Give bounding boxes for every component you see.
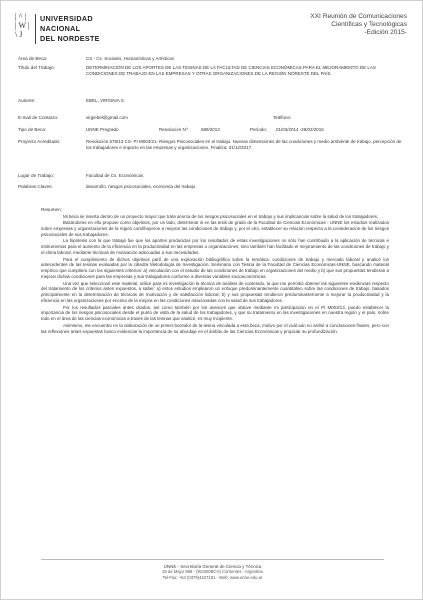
area-label: Área de Beca: — [18, 56, 48, 61]
summary-paragraph: Asimismo, me encuentro en la elaboración de un primer borrador de la tesina vinculada a esta beca, motivo por el cuál aún no arribé a conclusiones finales, pero con las reflexiones antes expuestas busco evidenciar la importancia de su abordaje en el ámbito de las Ciencias Económicas y propiciar su profundización. — [41, 322, 389, 334]
university-name: UNIVERSIDAD NACIONAL DEL NORDESTE — [40, 14, 100, 43]
summary-paragraph: La hipótesis con la que trabajé fue que los aportes producidos por los resultados de estas investigaciones no sólo han contribuido a la aplicación de técnicas e instrumentos para el aumento de la eficiencia en la productividad en las empresas u organizaciones, sino también han facilitado el mejoramiento de las condiciones de trabajo y el clima laboral, mediante técnicas de motivación adecuadas a sus necesidades. — [41, 238, 389, 256]
keywords-value: desarrollo, riesgos psicosociales, economía del trabajo — [86, 184, 196, 189]
summary-label: Resumen: — [41, 207, 62, 212]
page-footer — [41, 564, 384, 580]
project-value: Resolución 678/13 CS- PI M003/21- Riesgos Psicosociales en el trabajo. Nuevas dimensiones de las condiciones y medio ambiente de trabajo, percepción de los trabajadores e impacto en las empresas y organizaciones. Finaliza: 31/12/2017. — [86, 139, 402, 150]
place-label: Lugar de Trabajo: — [18, 173, 55, 178]
resolution-value: 589/2013 — [201, 127, 220, 132]
summary-paragraph: Basándome en ello propuse como objetivos, por un lado, determinar si en las tesis de grado de la Facultad de Ciencias Económicas - UNNE los estudios realizados sobre empresas y organizaciones de la región contribuyeron a mejorar las condiciones de trabajo y, por el otro, establecer su relación respecto a la consideración de los riesgos psicosociales de sus trabajadores. — [41, 220, 389, 238]
resolution-label: Resolución Nº: — [159, 127, 189, 132]
keywords-label: Palabras Claves: — [18, 184, 53, 189]
footer-divider — [41, 559, 384, 560]
period-value: 01/03/2014 -28/02/2015 — [276, 127, 324, 132]
period-label: Período: — [250, 127, 268, 132]
authors-label: Autores: — [18, 98, 36, 103]
title-label: Título del Trabajo: — [18, 65, 55, 70]
email-label: E-mail de Contacto: — [18, 115, 59, 120]
beca-type-value: UNNE Pregrado — [86, 127, 119, 132]
work-title: DETERMINACIÓN DE LOS APORTES DE LAS TESINAS DE LA FACULTAD DE CIENCIAS ECONÓMICAS PARA EL MEJORAMIENTO DE LAS CONDICIONES DE TRABAJO EN LAS EMPRESAS Y OTRAS ORGANIZACIONES DE LA REGIÓN NORESTE DEL PAÍS. — [86, 65, 376, 76]
project-label: Proyecto Acreditado: — [18, 139, 61, 144]
place-value: Facultad de Cs. Económicas — [86, 173, 144, 178]
footer-org: UNNE - Secretaría General de Ciencia y Técnica — [163, 564, 262, 569]
email-value: virgiebel@gmail.com — [86, 115, 128, 120]
footer-contact: Tel-Fax: +54 (0379)4427181 - Web: www.unne.edu.ar — [162, 574, 263, 580]
authors-value: EBEL, VIRGINIA S. — [86, 98, 126, 103]
summary-body — [41, 214, 389, 335]
summary-paragraph: Una vez que seleccioné este material, utilicé para mi investigación la técnica de análisis de contenido, la que me permitió obtener las siguientes evidencias respecto del tratamiento de los criterios antes expuestos, a saber: a) estos estudios emplearon un enfoque predominantemente cuantitativo sobre las condiciones de trabajo, basados principalmente en la determinación de técnicas de motivación y de satisfacción laboral; b) y sus propuestas tendieron predominantemente a mejorar la productividad y la eficiencia en las organizaciones por encima de la mejora en las condiciones relacionadas con la salud de sus trabajadores. — [41, 280, 389, 304]
unne-emblem-icon: | ^ | | W | \ J — [15, 12, 30, 39]
footer-address: 25 de Mayo 868 - (W3400BCH) Corrientes - Argentina — [162, 569, 263, 575]
summary-paragraph: Para el cumplimiento de dichos objetivos partí de una exploración bibliográfica sobre la temática: condiciones de trabajo y mercado laboral y analicé los antecedentes de las tesinas evaluadas por la cátedra Metodología de Investigación. Seminario con Tesina de la Facultad de Ciencias Económicas-UNNE, buscando material empírico que cumpliera con los siguientes criterios: a) vinculación con el estudio de las condiciones de trabajo en organizaciones del medio y b) que sus propuestas tendieran a mejorar dichas condiciones para las empresas y sus trabajadores conforme a diversas variables socioeconómicas. — [41, 256, 389, 280]
phone-label: Teléfono: — [273, 115, 292, 120]
logo-divider — [35, 14, 36, 44]
summary-paragraph: Por los resultados parciales antes citados, así como también por los avances que obtuve mediante mi participación en el PI M003/13, puedo establecer la importancia de los riesgos psicosociales desde el punto de vista de la salud de los trabajadores, y que su tratamiento en las investigaciones en nuestra región y el país, sobre todo en el área de las ciencias económicas a través de las tesinas que analicé, es muy incipiente. — [41, 304, 389, 322]
conference-title: XXI Reunión de Comunicaciones Científicas y Tecnológicas -Edición 2015- — [310, 13, 407, 37]
beca-type-label: Tipo de Beca: — [18, 127, 47, 132]
area-value: CS - Cs. Sociales, Humanísticas y Artísticas — [86, 56, 175, 61]
university-logo — [15, 12, 135, 46]
summary-paragraph: Mi beca se inserta dentro de un proyecto mayor que trata acerca de los riesgos psicosociales en el trabajo y sus implicancias sobre la salud de los trabajadores. — [63, 214, 379, 219]
